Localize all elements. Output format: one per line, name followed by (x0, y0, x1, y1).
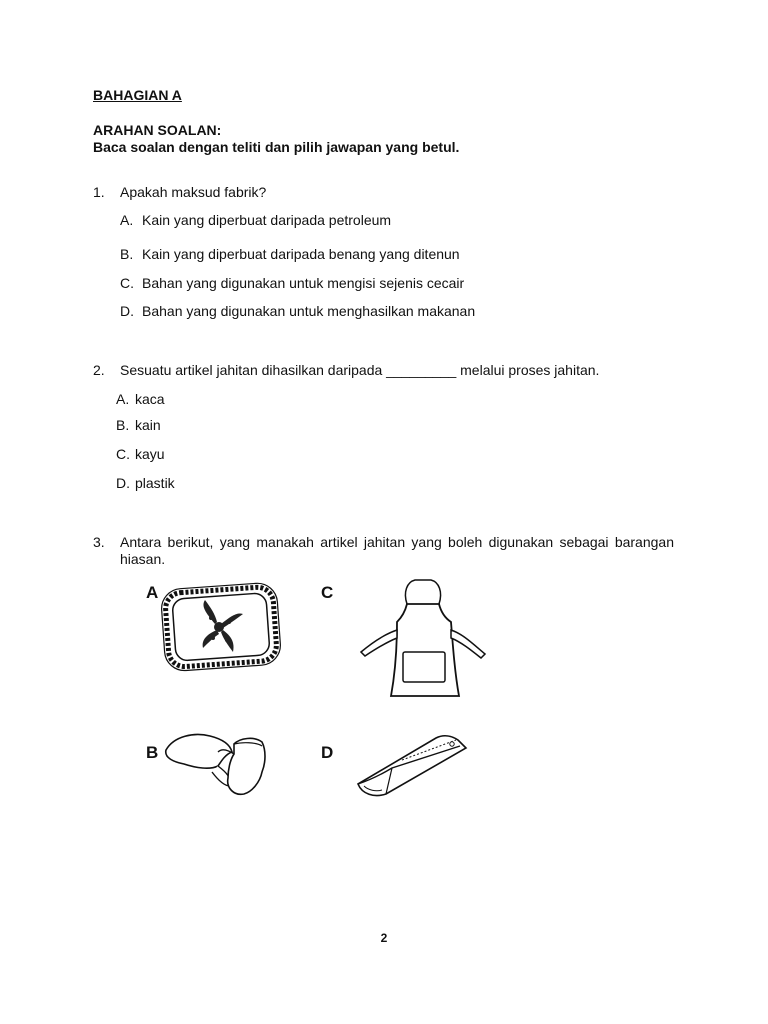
option-c[interactable] (116, 446, 165, 462)
option-letter: B. (120, 246, 134, 262)
option-text: Kain yang diperbuat daripada petroleum (142, 212, 392, 228)
option-text: kaca (135, 391, 165, 407)
option-letter: A. (116, 391, 130, 407)
option-a[interactable] (120, 212, 391, 228)
question-number: 1. (93, 184, 105, 200)
option-text: Bahan yang digunakan untuk mengisi sejenis cecair (142, 275, 465, 291)
section-title: BAHAGIAN A (93, 87, 182, 103)
option-letter: A. (120, 212, 134, 228)
option-letter: D. (116, 475, 130, 491)
cushion-cover-icon[interactable] (155, 582, 285, 672)
pencil-case-icon[interactable] (352, 730, 472, 800)
option-letter: D. (120, 303, 134, 319)
question-number: 2. (93, 362, 105, 378)
option-letter: C. (116, 446, 130, 462)
option-letter: C. (120, 275, 134, 291)
picture-option-label-b: B (146, 743, 159, 762)
question-text: Antara berikut, yang manakah artikel jahitan yang boleh digunakan sebagai barangan hiasan. (120, 534, 674, 567)
option-a[interactable] (116, 391, 165, 407)
option-text: kayu (135, 446, 165, 462)
question-text: Apakah maksud fabrik? (120, 184, 267, 200)
picture-option-label-a: A (146, 583, 159, 602)
apron-icon[interactable] (355, 578, 490, 700)
option-text: kain (135, 417, 161, 433)
picture-option-label-d: D (321, 743, 334, 762)
option-b[interactable] (120, 246, 460, 262)
question-number: 3. (93, 534, 105, 550)
question-text: Sesuatu artikel jahitan dihasilkan daripada _________ melalui proses jahitan. (120, 362, 600, 378)
option-d[interactable] (120, 303, 475, 319)
option-text: plastik (135, 475, 175, 491)
option-d[interactable] (116, 475, 175, 491)
instruction-heading: ARAHAN SOALAN: (93, 122, 222, 138)
picture-option-label-c: C (321, 583, 334, 602)
instruction-text: Baca soalan dengan teliti dan pilih jawapan yang betul. (93, 139, 460, 155)
option-text: Bahan yang digunakan untuk menghasilkan makanan (142, 303, 476, 319)
page-number: 2 (380, 931, 388, 945)
option-c[interactable] (120, 275, 464, 291)
oven-mitts-icon[interactable] (160, 730, 270, 798)
option-letter: B. (116, 417, 130, 433)
option-b[interactable] (116, 417, 161, 433)
option-text: Kain yang diperbuat daripada benang yang ditenun (142, 246, 460, 262)
